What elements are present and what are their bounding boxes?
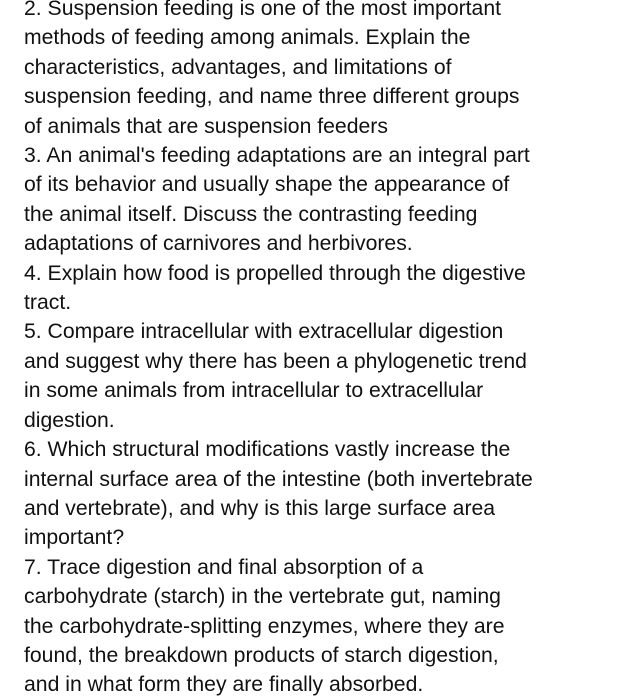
text-line: important? [24, 526, 125, 550]
text-line: adaptations of carnivores and herbivores. [24, 232, 413, 256]
text-line: carbohydrate (starch) in the vertebrate gut, naming [24, 585, 501, 609]
text-line: tract. [24, 291, 72, 315]
text-line: of its behavior and usually shape the appearance of [24, 173, 510, 197]
text-line: suspension feeding, and name three different groups [24, 85, 520, 109]
text-line: methods of feeding among animals. Explain the [24, 26, 471, 50]
text-line: and vertebrate), and why is this large surface area [24, 496, 496, 520]
text-line: in some animals from intracellular to extracellular [24, 379, 484, 403]
text-line: the carbohydrate-splitting enzymes, where they are [24, 614, 505, 638]
text-line: 6. Which structural modifications vastly increase the [24, 438, 511, 462]
text-line: 7. Trace digestion and final absorption of a [24, 555, 424, 579]
text-line: the animal itself. Discuss the contrasting feeding [24, 202, 478, 226]
text-line: 2. Suspension feeding is one of the most important [24, 0, 502, 20]
question-text-block [24, 0, 624, 700]
text-line: internal surface area of the intestine (both invertebrate [24, 467, 533, 491]
text-line: 3. An animal's feeding adaptations are an integral part [24, 144, 530, 168]
text-line: characteristics, advantages, and limitations of [24, 55, 452, 79]
text-line: found, the breakdown products of starch digestion, [24, 643, 499, 667]
text-line: digestion. [24, 408, 115, 432]
text-line: of animals that are suspension feeders [24, 114, 388, 138]
text-line: 5. Compare intracellular with extracellular digestion [24, 320, 504, 344]
text-line: 4. Explain how food is propelled through the digestive [24, 261, 526, 285]
text-line: and in what form they are finally absorbed. [24, 673, 424, 697]
text-line: and suggest why there has been a phylogenetic trend [24, 349, 527, 373]
